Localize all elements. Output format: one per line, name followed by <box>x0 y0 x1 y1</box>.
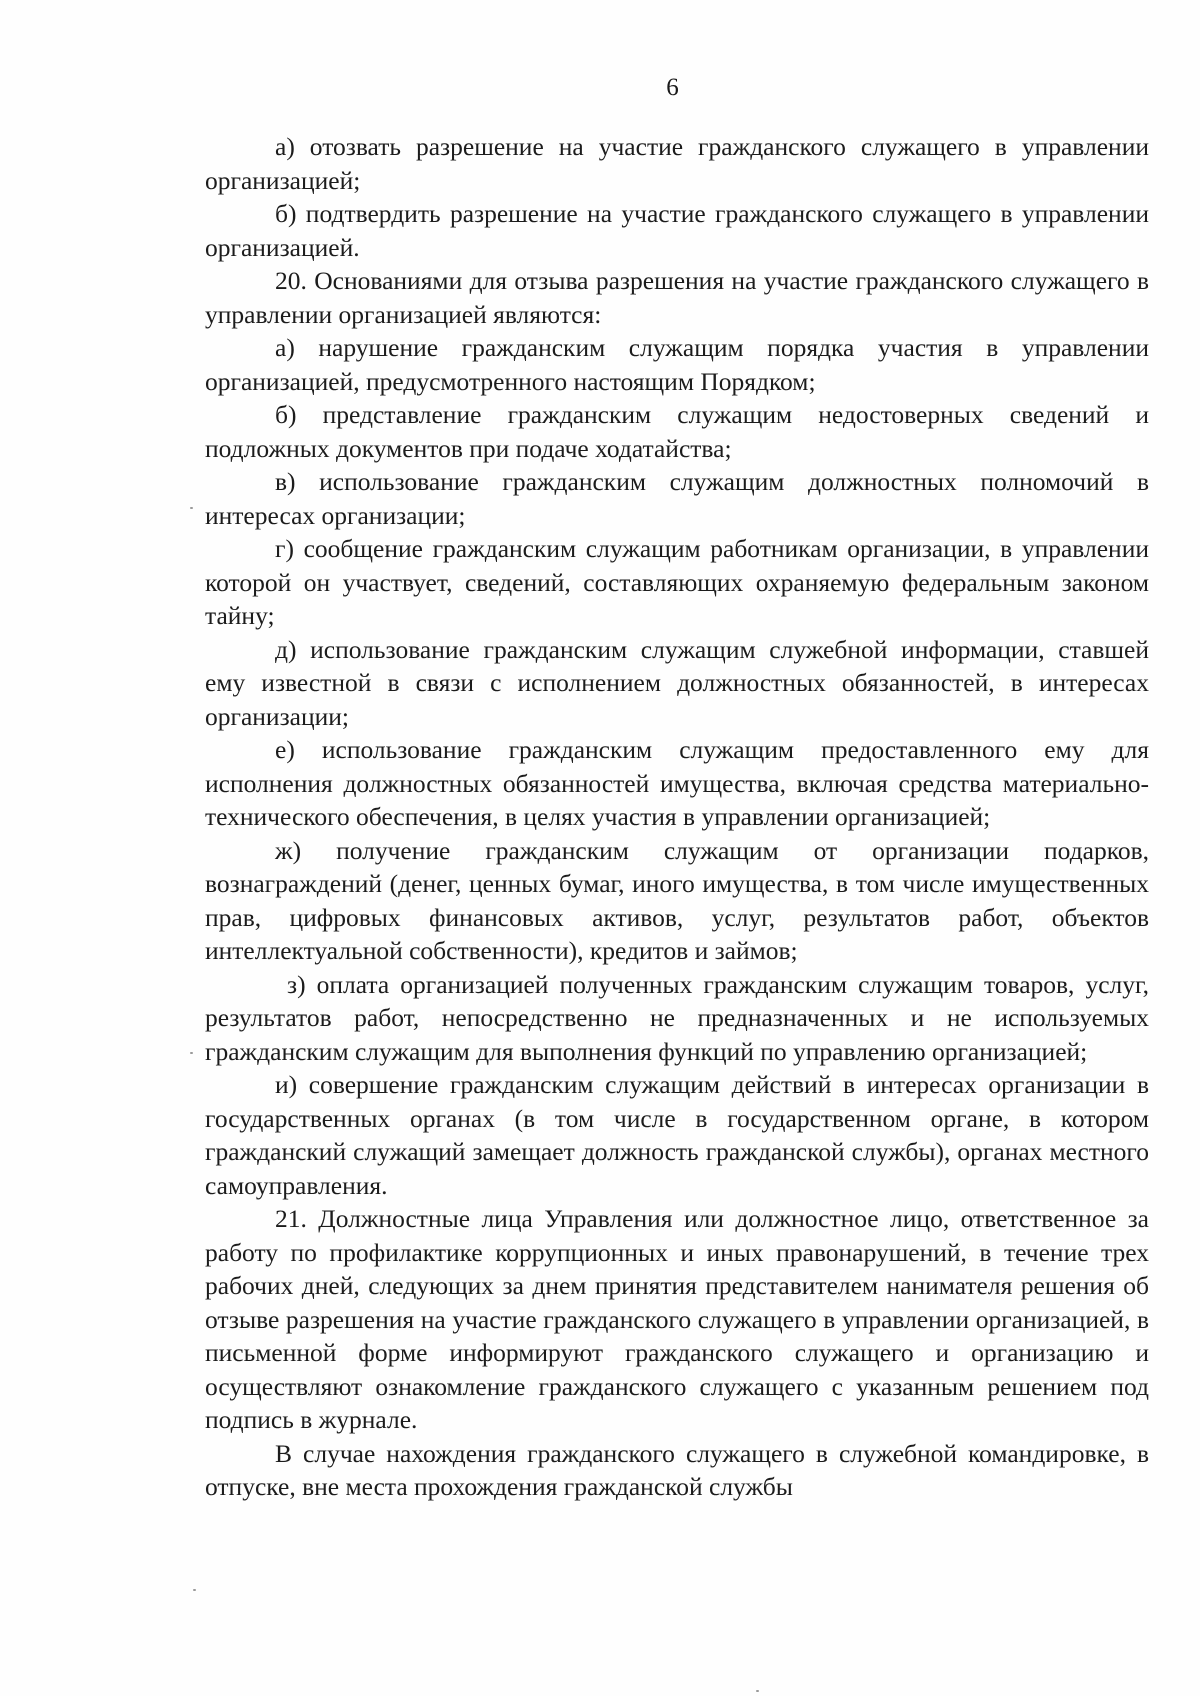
paragraph-20b: б) представление гражданским служащим недостоверных сведений и подложных документов при подаче ходатайства; <box>205 400 1149 463</box>
paragraph-20zh: ж) получение гражданским служащим от организации подарков, вознаграждений (денег, ценных бумаг, иного имущества, в том числе имущественных прав, цифровых финансовых активов, услуг, результатов работ, объектов интеллектуальной собственности), кредитов и займов; <box>205 835 1149 965</box>
paragraph-19b-confirm: б) подтвердить разрешение на участие гражданского служащего в управлении организацией. <box>205 199 1149 262</box>
paragraph-21-continuation: В случае нахождения гражданского служащего в служебной командировке, в отпуске, вне места прохождения гражданской службы <box>205 1438 1149 1501</box>
paragraph-20z: з) оплата организацией полученных гражданским служащим товаров, услуг, результатов работ, непосредственно не предназначенных и не используемых гражданским служащим для выполнения функций по управлению организацией; <box>205 969 1149 1066</box>
page-number: 6 <box>666 74 679 101</box>
paragraph-20d: д) использование гражданским служащим служебной информации, ставшей ему известной в связи с исполнением должностных обязанностей, в интересах организации; <box>205 634 1149 731</box>
paragraph-20a: а) нарушение гражданским служащим порядка участия в управлении организацией, предусмотренного настоящим Порядком; <box>205 333 1149 396</box>
paragraph-20e: е) использование гражданским служащим предоставленного ему для исполнения должностных обязанностей имущества, включая средства материально-технического обеспечения, в целях участия в управлении организацией; <box>205 735 1149 831</box>
scan-speck <box>756 1690 759 1692</box>
scan-speck <box>190 1052 193 1054</box>
paragraph-20g: г) сообщение гражданским служащим работникам организации, в управлении которой он участвует, сведений, составляющих охраняемую федеральным законом тайну; <box>205 534 1149 630</box>
document-body <box>205 130 1149 1504</box>
paragraph-20i: и) совершение гражданским служащим действий в интересах организации в государственных органах (в том числе в государственном органе, в котором гражданский служащий замещает должность гражданской службы), органах местного самоуправления. <box>205 1070 1149 1200</box>
paragraph-20-grounds: 20. Основаниями для отзыва разрешения на участие гражданского служащего в управлении организацией являются: <box>205 266 1149 329</box>
paragraph-19a-revoke: а) отозвать разрешение на участие гражданского служащего в управлении организацией; <box>205 132 1149 195</box>
scan-speck <box>193 1589 196 1591</box>
paragraph-20v: в) использование гражданским служащим должностных полномочий в интересах организации; <box>205 467 1149 530</box>
scan-speck <box>190 507 193 509</box>
paragraph-21: 21. Должностные лица Управления или должностное лицо, ответственное за работу по профилактике коррупционных и иных правонарушений, в течение трех рабочих дней, следующих за днем принятия представителем нанимателя решения об отзыве разрешения на участие гражданского служащего в управлении организацией, в письменной форме информируют гражданского служащего и организацию и осуществляют ознакомление гражданского служащего с указанным решением под подпись в журнале. <box>205 1204 1149 1434</box>
